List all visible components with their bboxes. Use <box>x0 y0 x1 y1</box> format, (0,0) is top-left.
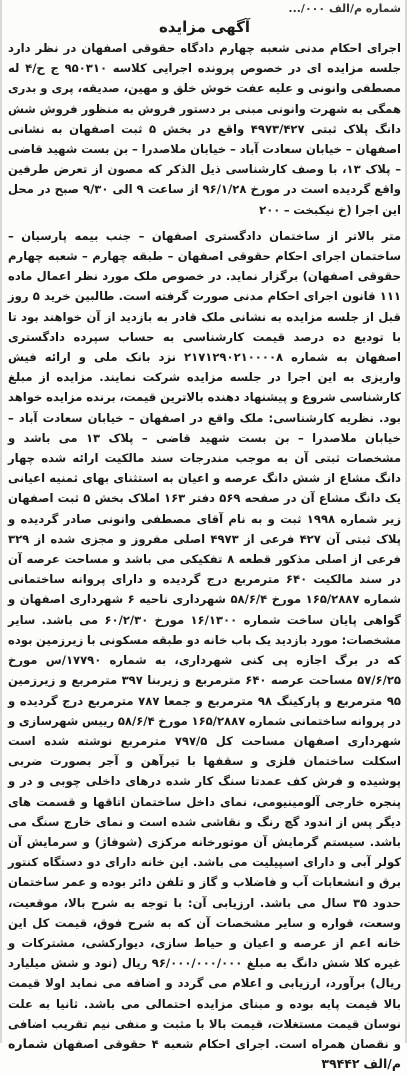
notice-paragraph-2 <box>8 226 401 1074</box>
notice-title: آگهی مزایده <box>158 18 251 36</box>
notice-paragraph-2-text: متر بالاتر از ساختمان دادگستری اصفهان – جنب بیمه پارسیان – ساختمان اجرای احکام حقوقی اصفهان – طبقه چهارم – شعبه چهارم حقوقی اصفهان) برگزار نماید. در خصوص ملک مورد نظر اعمال ماده ۱۱۱ قانون اجرای احکام مدنی صورت گرفته است. طالبین خرید ۵ روز قبل از جلسه مزایده به نشانی ملک قادر به بازدید از آن خواهند بود تا با تودیع ده درصد قیمت کارشناسی به حساب سپرده دادگستری اصفهان به شماره ۲۱۷۱۲۹۰۲۱۰۰۰۰۸ نزد بانک ملی و ارائه فیش واریزی به این اجرا در جلسه مزایده شرکت نمایند. مزایده از مبلغ کارشناسی شروع و پیشنهاد دهنده بالاترین قیمت، برنده مزایده خواهد بود. نظریه کارشناسی: ملک واقع در اصفهان – خیابان سعادت آباد – خیابان ملاصدرا – بن بست شهید قاضی – پلاک ۱۳ می باشد و مشخصات ثبتی آن به موجب مندرجات سند مالکیت ارائه شده چهار دانگ مشاع از شش دانگ عرصه و اعیان به استثنای بهای ثمنیه اعیانی یک دانگ مشاع آن در صفحه ۵۶۹ دفتر ۱۶۳ املاک بخش ۵ ثبت اصفهان زیر شماره ۱۹۹۸ ثبت و به نام آقای مصطفی وانونی صادر گردیده و پلاک ثبتی آن ۴۲۷ فرعی از ۴۹۷۳ اصلی مفروز و مجزی شده از ۳۲۹ فرعی از اصلی مذکور قطعه ۸ تفکیکی می باشد و مساحت عرصه آن در سند مالکیت ۶۴۰ مترمربع درج گردیده و دارای پروانه ساختمانی شماره ۱۶۵/۲۸۸۷ مورخ ۵۸/۶/۴ شهرداری ناحیه ۶ شهرداری اصفهان و گواهی پایان ساخت شماره ۱۶/۱۳۰۰ مورخ ۶۰/۲/۳۰ می باشد. سایر مشخصات: مورد بازدید یک باب خانه دو طبقه مسکونی با زیرزمین بوده که در برگ اجازه پی کنی شهرداری، به شماره ۱۷۷۹۰/س مورخ ۵۷/۶/۲۵ مساحت عرصه ۶۴۰ مترمربع و زیربنا ۳۹۷ مترمربع و زیرزمین ۹۵ مترمربع و پارکینگ ۹۸ مترمربع و جمعا ۷۸۷ مترمربع درج گردیده و در پروانه ساختمانی شماره ۱۶۵/۲۸۸۷ مورخ ۵۸/۶/۴ رییس شهرسازی و شهرداری اصفهان مساحت کل ۷۹۷/۵ مترمربع نوشته شده است اسکلت ساختمان فلزی و سقفها با تیرآهن و آجر بصورت ضربی پوشیده و فرش کف عمدتا سنگ کار شده درهای داخلی چوبی و در و پنجره خارجی آلومینیومی، نمای داخل ساختمان اتاقها و قسمت های دیگر پس از اندود گچ رنگ و نقاشی شده است و نمای خارج سنگ می باشد. سیستم گرمایش آن موتورخانه مرکزی (شوفاژ) و سرمایش آن کولر آبی و دارای اسپیلیت می باشد. این خانه دارای دو دستگاه کنتور برق و انشعابات آب و فاضلاب و گاز و تلفن دائر بوده و عمر ساختمان حدود ۳۵ سال می باشد. ارزیابی آن: با توجه به شرح بالا، موقعیت، وسعت، قواره و سایر مشخصات آن که به شرح فوق، قیمت کل این خانه اعم از عرصه و اعیان و حیاط سازی، دیوارکشی، مشترکات و غیره کلا شش دانگ به مبلغ ۹۶/۰۰۰/۰۰۰/۰۰۰ ریال (نود و شش میلیارد ریال) برآورد، ارزیابی و اعلام می گردد و اضافه می نماید اولا قیمت بالا قیمت پایه بوده و مبنای مزایده احتمالی می باشد. ثانیا به علت نوسان قیمت مستغلات، قیمت بالا با مثبت و منفی نیم تقریب اضافی و نقصان همراه است. اجرای احکام شعبه ۴ حقوقی اصفهان <box>8 228 402 1051</box>
header-fragment: شماره م/الف ۰۰۰/... <box>288 2 401 15</box>
notice-paragraph-1: اجرای احکام مدنی شعبه چهارم دادگاه حقوقی اصفهان در نظر دارد جلسه مزایده ای در خصوص پرونده اجرایی کلاسه ۹۵۰۳۱۰ ج ح/۴ له مصطفی وانونی و علیه عفت خوش خلق و مهین، صدیقه، پری و بدری همگی به شهرت وانونی مبنی بر دستور فروش به منظور فروش شش دانگ پلاک ثبتی ۴۹۷۳/۴۲۷ واقع در بخش ۵ ثبت اصفهان به نشانی اصفهان – خیابان سعادت آباد – خیابان ملاصدرا – بن بست شهید قاضی – پلاک ۱۳، با وصف کارشناسی ذیل الذکر که مصون از تعرض طرفین واقع گردیده است در مورخ ۹۶/۱/۲۸ از ساعت ۹ الی ۹/۳۰ صبح در محل این اجرا (خ نیکبخت – ۲۰۰ <box>8 41 402 217</box>
scan-edge-left <box>0 0 2 1043</box>
reference-number: شماره م/الف ۳۹۴۴۲ <box>8 1035 401 1072</box>
